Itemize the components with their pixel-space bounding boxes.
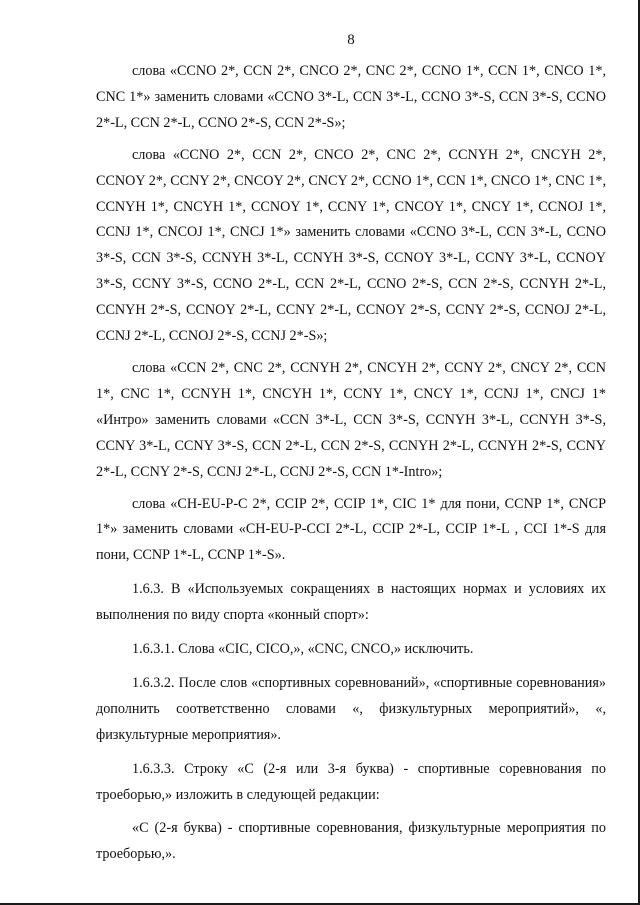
paragraph-4: слова «CH-EU-P-C 2*, CCIP 2*, CCIP 1*, CIC 1* для пони, CCNP 1*, CNCP 1*» заменить словами «CH-EU-P-CCI 2*-L, CCIP 2*-L, CCIP 1*-L , CCI 1*-S для пони, CCNP 1*-L, CCNP 1*-S». [96,495,606,564]
page-number: 8 [347,32,355,48]
paragraph-6: 1.6.3.1. Слова «CIC, CICO,», «CNC, CNCO,» исключить. [132,641,474,658]
paragraph-1: слова «CCNO 2*, CCN 2*, CNCO 2*, CNC 2*, CCNO 1*, CCN 1*, CNCO 1*, CNC 1*» заменить словами «CCNO 3*-L, CCN 3*-L, CCNO 3*-S, CCN 3*-S, CCNO 2*-L, CCN 2*-L, CCNO 2*-S, CCN 2*-S»; [96,63,606,131]
paragraph-8: 1.6.3.3. Строку «С (2-я или 3-я буква) - спортивные соревнования по троеборью,» изложить в следующей редакции: [96,760,606,803]
paragraph-9: «С (2-я буква) - спортивные соревнования, физкультурные мероприятия по троеборью,». [96,820,606,863]
paragraph-3: слова «CCN 2*, CNC 2*, CCNYH 2*, CNCYH 2*, CCNY 2*, CNCY 2*, CCN 1*, CNC 1*, CCNYH 1*, CNCYH 1*, CCNY 1*, CNCY 1*, CCNJ 1*, CNCJ 1* «Интро» заменить словами «CCN 3*-L, CCN 3*-S, CCNYH 3*-L, CCNYH 3*-S, CCNY 3*-L, CCNY 3*-S, CCN 2*-L, CCN 2*-S, CCNYH 2*-L, CCNYH 2*-S, CCNY 2*-L, CCNY 2*-S, CCNJ 2*-L, CCNJ 2*-S, CCN 1*-Intro»; [96,359,606,480]
document-page [96,30,606,868]
paragraph-2: слова «CCNO 2*, CCN 2*, CNCO 2*, CNC 2*, CCNYH 2*, CNCYH 2*, CCNOY 2*, CCNY 2*, CNCOY 2*, CNCY 2*, CCNO 1*, CCN 1*, CNCO 1*, CNC 1*, CCNYH 1*, CNCYH 1*, CCNOY 1*, CCNY 1*, CNCOY 1*, CNCY 1*, CCNOJ 1*, CCNJ 1*, CNCOJ 1*, CNCJ 1*» заменить словами «CCNO 3*-L, CCN 3*-L, CCNO 3*-S, CCN 3*-S, CCNYH 3*-L, CCNYH 3*-S, CCNOY 3*-L, CCNY 3*-L, CCNOY 3*-S, CCNY 3*-S, CCNO 2*-L, CCN 2*-L, CCNO 2*-S, CCN 2*-S, CCNYH 2*-L, CCNYH 2*-S, CCNOY 2*-L, CCNY 2*-L, CCNOY 2*-S, CCNY 2*-S, CCNOJ 2*-L, CCNJ 2*-L, CCNOJ 2*-S, CCNJ 2*-S»; [96,146,606,345]
paragraph-5: 1.6.3. В «Используемых сокращениях в настоящих нормах и условиях их выполнения по виду спорта «конный спорт»: [96,581,606,624]
paragraph-7: 1.6.3.2. После слов «спортивных соревнований», «спортивные соревнования» дополнить соответственно словами «, физкультурных мероприятий», «, физкультурные мероприятия». [96,674,606,743]
